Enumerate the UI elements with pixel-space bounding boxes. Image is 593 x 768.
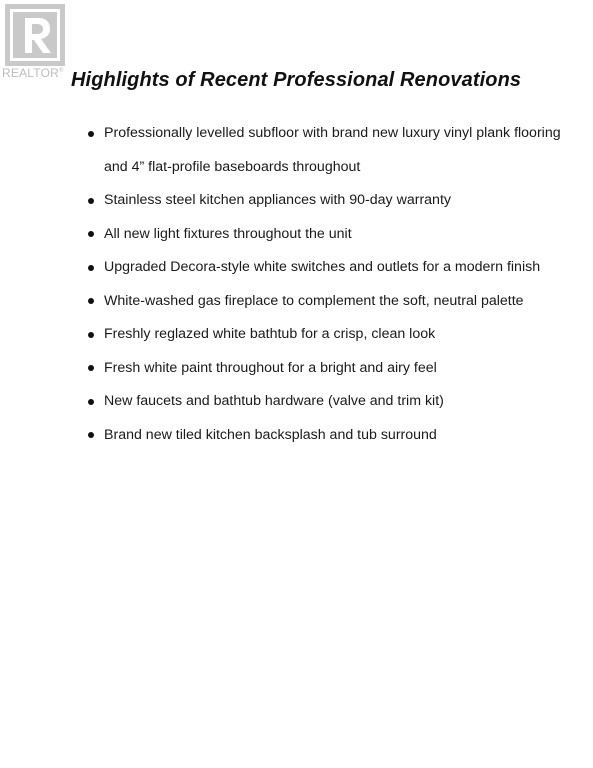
list-item-text: Upgraded Decora-style white switches and outlets for a modern finish [104,259,541,275]
list-item [86,218,566,252]
list-item [86,352,566,386]
list-item [86,285,566,319]
list-item-text: Brand new tiled kitchen backsplash and tub surround [104,426,437,443]
bullet-icon [88,332,94,338]
realtor-logo [2,4,70,82]
list-item-text: Stainless steel kitchen appliances with 90-day warranty [104,192,451,208]
list-item-text: All new light fixtures throughout the unit [104,225,352,242]
renovation-highlights-list [86,117,566,452]
realtor-wordmark-text: REALTOR [2,66,59,80]
list-item [86,419,566,453]
bullet-icon [88,399,94,405]
list-item-text: White-washed gas fireplace to complement the soft, neutral palette [104,292,524,309]
bullet-icon [88,131,94,137]
page-title: Highlights of Recent Professional Renovations [71,69,522,91]
realtor-wordmark [2,66,64,80]
bullet-icon [88,298,94,304]
bullet-icon [88,231,94,237]
list-item [86,318,566,352]
bullet-icon [88,265,94,271]
list-item [86,251,566,285]
list-item-text: New faucets and bathtub hardware (valve and trim kit) [104,393,444,409]
registered-mark: ® [58,68,64,74]
list-item-text: Professionally levelled subfloor with brand new luxury vinyl plank flooring and 4” flat-profile baseboards throughout [104,125,561,175]
list-item-text: Fresh white paint throughout for a bright and airy feel [104,359,437,376]
list-item [86,385,566,419]
bullet-icon [88,365,94,371]
list-item [86,117,566,184]
bullet-icon [88,198,94,204]
list-item-text: Freshly reglazed white bathtub for a crisp, clean look [104,326,436,342]
realtor-r-icon [5,4,65,66]
list-item [86,184,566,218]
bullet-icon [88,432,94,438]
